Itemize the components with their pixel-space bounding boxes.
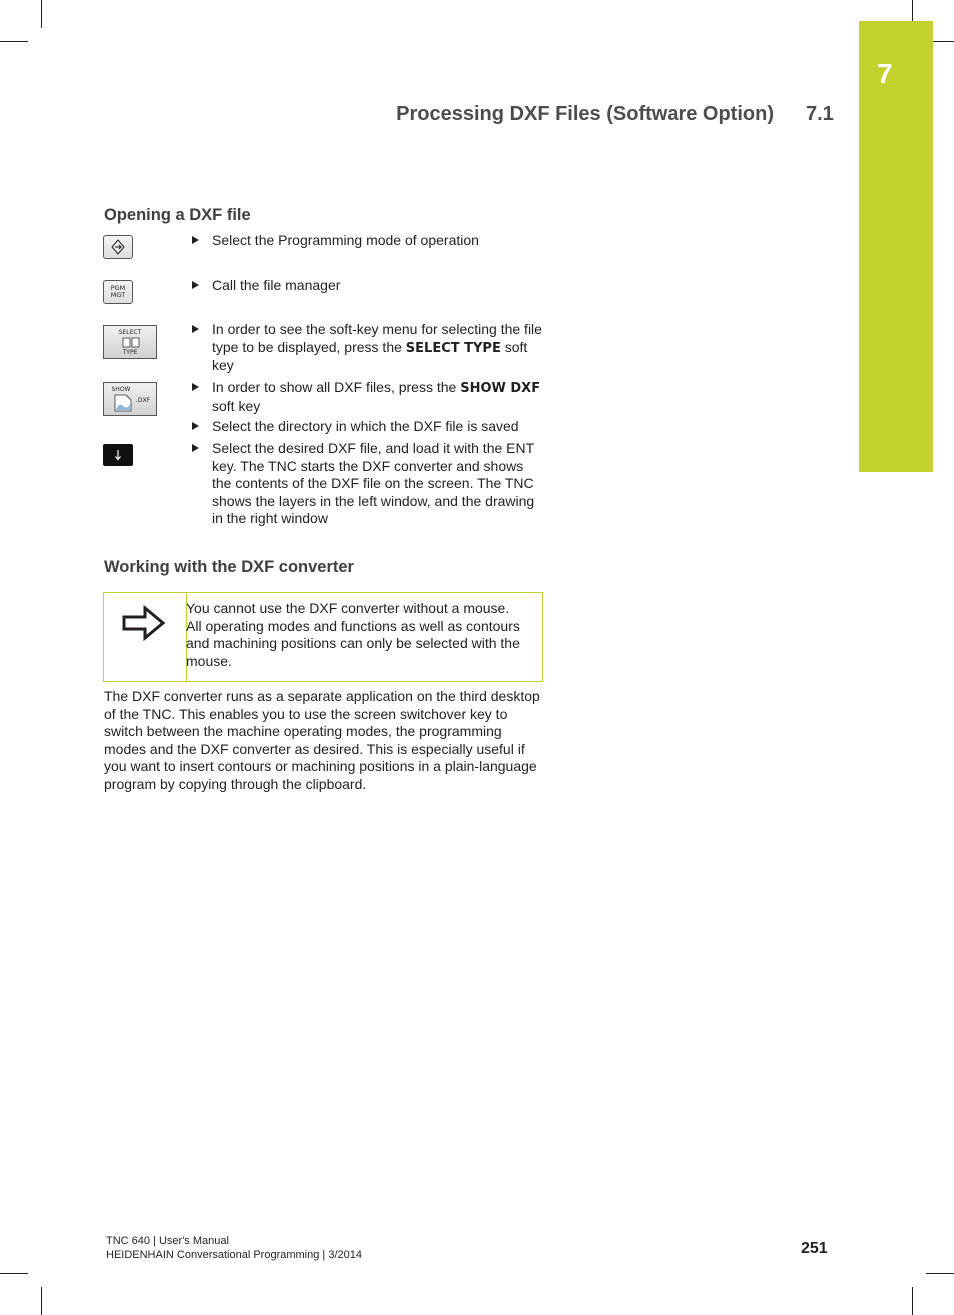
bullet-arrow-icon <box>192 444 199 452</box>
arrow-right-icon <box>121 605 167 641</box>
pgm-mgt-key-label: PGM MGT <box>110 284 126 299</box>
footer-info <box>106 1234 362 1262</box>
select-type-softkey <box>103 325 157 359</box>
page-number: 251 <box>801 1240 828 1257</box>
step-select-directory: Select the directory in which the DXF file is saved <box>192 418 542 436</box>
bullet-arrow-icon <box>192 281 199 289</box>
pgm-mgt-key <box>103 280 133 304</box>
file-type-icon <box>122 337 140 349</box>
programming-mode-key-icon <box>103 235 133 259</box>
ent-key-icon <box>103 444 133 466</box>
note-box <box>103 592 543 682</box>
dxf-file-icon <box>113 394 133 412</box>
running-header-title: Processing DXF Files (Software Option) <box>396 103 774 125</box>
softkey-label-bottom: TYPE <box>122 349 138 356</box>
chapter-tab <box>859 21 933 472</box>
footer-line-1: TNC 640 | User's Manual <box>106 1235 229 1247</box>
softkey-label-top: SELECT <box>118 329 142 336</box>
softkey-name: SHOW DXF <box>460 381 541 396</box>
step-select-programming-mode: Select the Programming mode of operation <box>192 232 542 250</box>
crop-mark <box>926 1273 954 1274</box>
crop-mark <box>0 1273 28 1274</box>
running-header-section: 7.1 <box>806 103 834 125</box>
crop-mark <box>41 1287 42 1315</box>
softkey-label-side: .DXF <box>136 397 151 404</box>
section-heading-opening-dxf: Opening a DXF file <box>104 206 251 224</box>
crop-mark <box>0 41 28 42</box>
bullet-arrow-icon <box>192 325 199 333</box>
crop-mark <box>912 1287 913 1315</box>
body-paragraph: The DXF converter runs as a separate application on the third desktop of the TNC. This enables you to use the screen switchover key to switch between the machine operating modes, the programming modes and the DXF converter as desired. This is especially useful if you want to insert contours or machining positions in a plain-language program by copying through the clipboard. <box>104 688 540 792</box>
chapter-number: 7 <box>877 58 893 89</box>
note-text: You cannot use the DXF converter without a mouse. All operating modes and functions as well as contours and machining positions can only be selected with the mouse. <box>186 600 520 669</box>
step-call-file-manager: Call the file manager <box>192 277 542 295</box>
bullet-arrow-icon <box>192 422 199 430</box>
bullet-arrow-icon <box>192 383 199 391</box>
footer-line-2: HEIDENHAIN Conversational Programming | 3/2014 <box>106 1249 362 1261</box>
step-load-dxf-file: Select the desired DXF file, and load it with the ENT key. The TNC starts the DXF converter and shows the contents of the DXF file on the screen. The TNC shows the layers in the left window, and the drawing in the right window <box>192 440 542 528</box>
step-show-dxf: In order to show all DXF files, press the SHOW DXF soft key <box>192 379 542 415</box>
show-dxf-softkey <box>103 382 157 416</box>
step-select-type: In order to see the soft-key menu for selecting the file type to be displayed, press the SELECT TYPE soft key <box>192 321 542 375</box>
crop-mark <box>41 0 42 28</box>
section-heading-working-dxf: Working with the DXF converter <box>104 558 354 576</box>
bullet-arrow-icon <box>192 236 199 244</box>
softkey-label-top: SHOW <box>111 386 131 393</box>
softkey-name: SELECT TYPE <box>405 340 501 356</box>
